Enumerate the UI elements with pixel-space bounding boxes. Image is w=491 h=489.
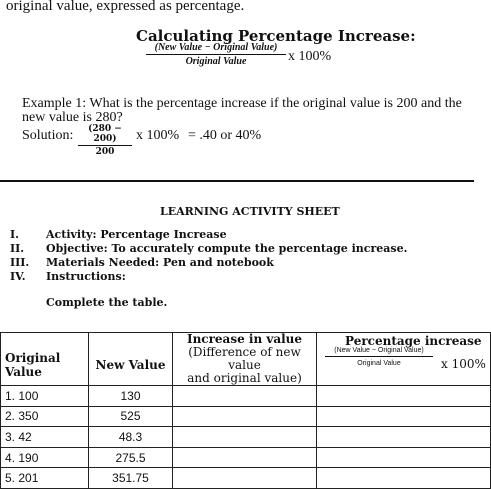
cell-original: 5. 201 — [1, 468, 89, 489]
table-header-row — [1, 333, 491, 386]
formula-denominator: Original Value — [185, 56, 247, 67]
cell-original: 2. 350 — [1, 406, 89, 427]
outline-text: Materials Needed: Pen and notebook — [46, 256, 274, 269]
activity-sheet-title: LEARNING ACTIVITY SHEET — [160, 205, 340, 218]
outline-text: Activity: Percentage Increase — [46, 228, 227, 241]
cell-percentage-blank[interactable] — [317, 406, 491, 427]
cell-new: 525 — [89, 406, 173, 427]
complete-table-instruction: Complete the table. — [46, 296, 168, 309]
cell-increase-blank[interactable] — [173, 406, 317, 427]
intro-text: original value, expressed as percentage. — [6, 0, 245, 14]
solution-denominator: 200 — [95, 147, 115, 157]
fraction-bar — [325, 356, 433, 357]
cell-increase-blank[interactable] — [173, 427, 317, 448]
header-percentage — [317, 333, 491, 386]
header-pct-numerator: (New Value − Original Value) — [334, 347, 424, 354]
table-row — [1, 468, 491, 489]
formula-fraction — [146, 42, 286, 67]
outline-number: III. — [10, 256, 30, 269]
cell-percentage-blank[interactable] — [317, 468, 491, 489]
example-question-line-2: new value is 280? — [22, 110, 123, 125]
cell-original: 3. 42 — [1, 427, 89, 448]
section-divider — [0, 180, 474, 182]
outline-number: II. — [10, 242, 25, 255]
solution-label: Solution: — [22, 128, 74, 143]
header-percentage-multiplier: x 100% — [441, 357, 486, 371]
cell-increase-blank[interactable] — [173, 447, 317, 468]
formula-numerator: (New Value − Original Value) — [154, 42, 278, 53]
solution-multiplier: x 100% — [136, 128, 180, 143]
outline-number: IV. — [10, 270, 26, 283]
header-original-value: Original Value — [1, 333, 89, 386]
header-percentage-title: Percentage increase — [345, 334, 482, 348]
solution-result: = .40 or 40% — [188, 128, 262, 143]
header-increase — [173, 333, 317, 386]
header-percentage-fraction — [325, 347, 433, 367]
cell-percentage-blank[interactable] — [317, 386, 491, 407]
fraction-bar — [78, 145, 132, 146]
header-new-value: New Value — [89, 333, 173, 386]
header-increase-title: Increase in value — [186, 332, 303, 346]
table-row — [1, 386, 491, 407]
table-row — [1, 447, 491, 468]
table-row — [1, 427, 491, 448]
cell-percentage-blank[interactable] — [317, 447, 491, 468]
activity-table — [0, 332, 491, 489]
header-increase-sub2: and original value) — [187, 371, 302, 385]
formula-multiplier: x 100% — [288, 49, 332, 64]
cell-increase-blank[interactable] — [173, 386, 317, 407]
cell-new: 130 — [89, 386, 173, 407]
solution-numerator: (280 − 200) — [88, 124, 122, 144]
header-pct-denominator: Original Value — [357, 360, 401, 367]
cell-original: 4. 190 — [1, 447, 89, 468]
cell-percentage-blank[interactable] — [317, 427, 491, 448]
outline-number: I. — [10, 228, 19, 241]
cell-new: 351.75 — [89, 468, 173, 489]
outline-text: Instructions: — [46, 270, 126, 283]
example-question-line-1: Example 1: What is the percentage increase if the original value is 200 and the — [22, 96, 462, 111]
solution-fraction — [78, 124, 132, 157]
cell-original: 1. 100 — [1, 386, 89, 407]
outline-text: Objective: To accurately compute the percentage increase. — [46, 242, 408, 255]
formula-title: Calculating Percentage Increase: — [136, 27, 416, 45]
cell-increase-blank[interactable] — [173, 468, 317, 489]
cell-new: 48.3 — [89, 427, 173, 448]
header-increase-sub1: (Difference of new value — [188, 345, 301, 372]
cell-new: 275.5 — [89, 447, 173, 468]
table-row — [1, 406, 491, 427]
fraction-bar — [146, 54, 286, 55]
